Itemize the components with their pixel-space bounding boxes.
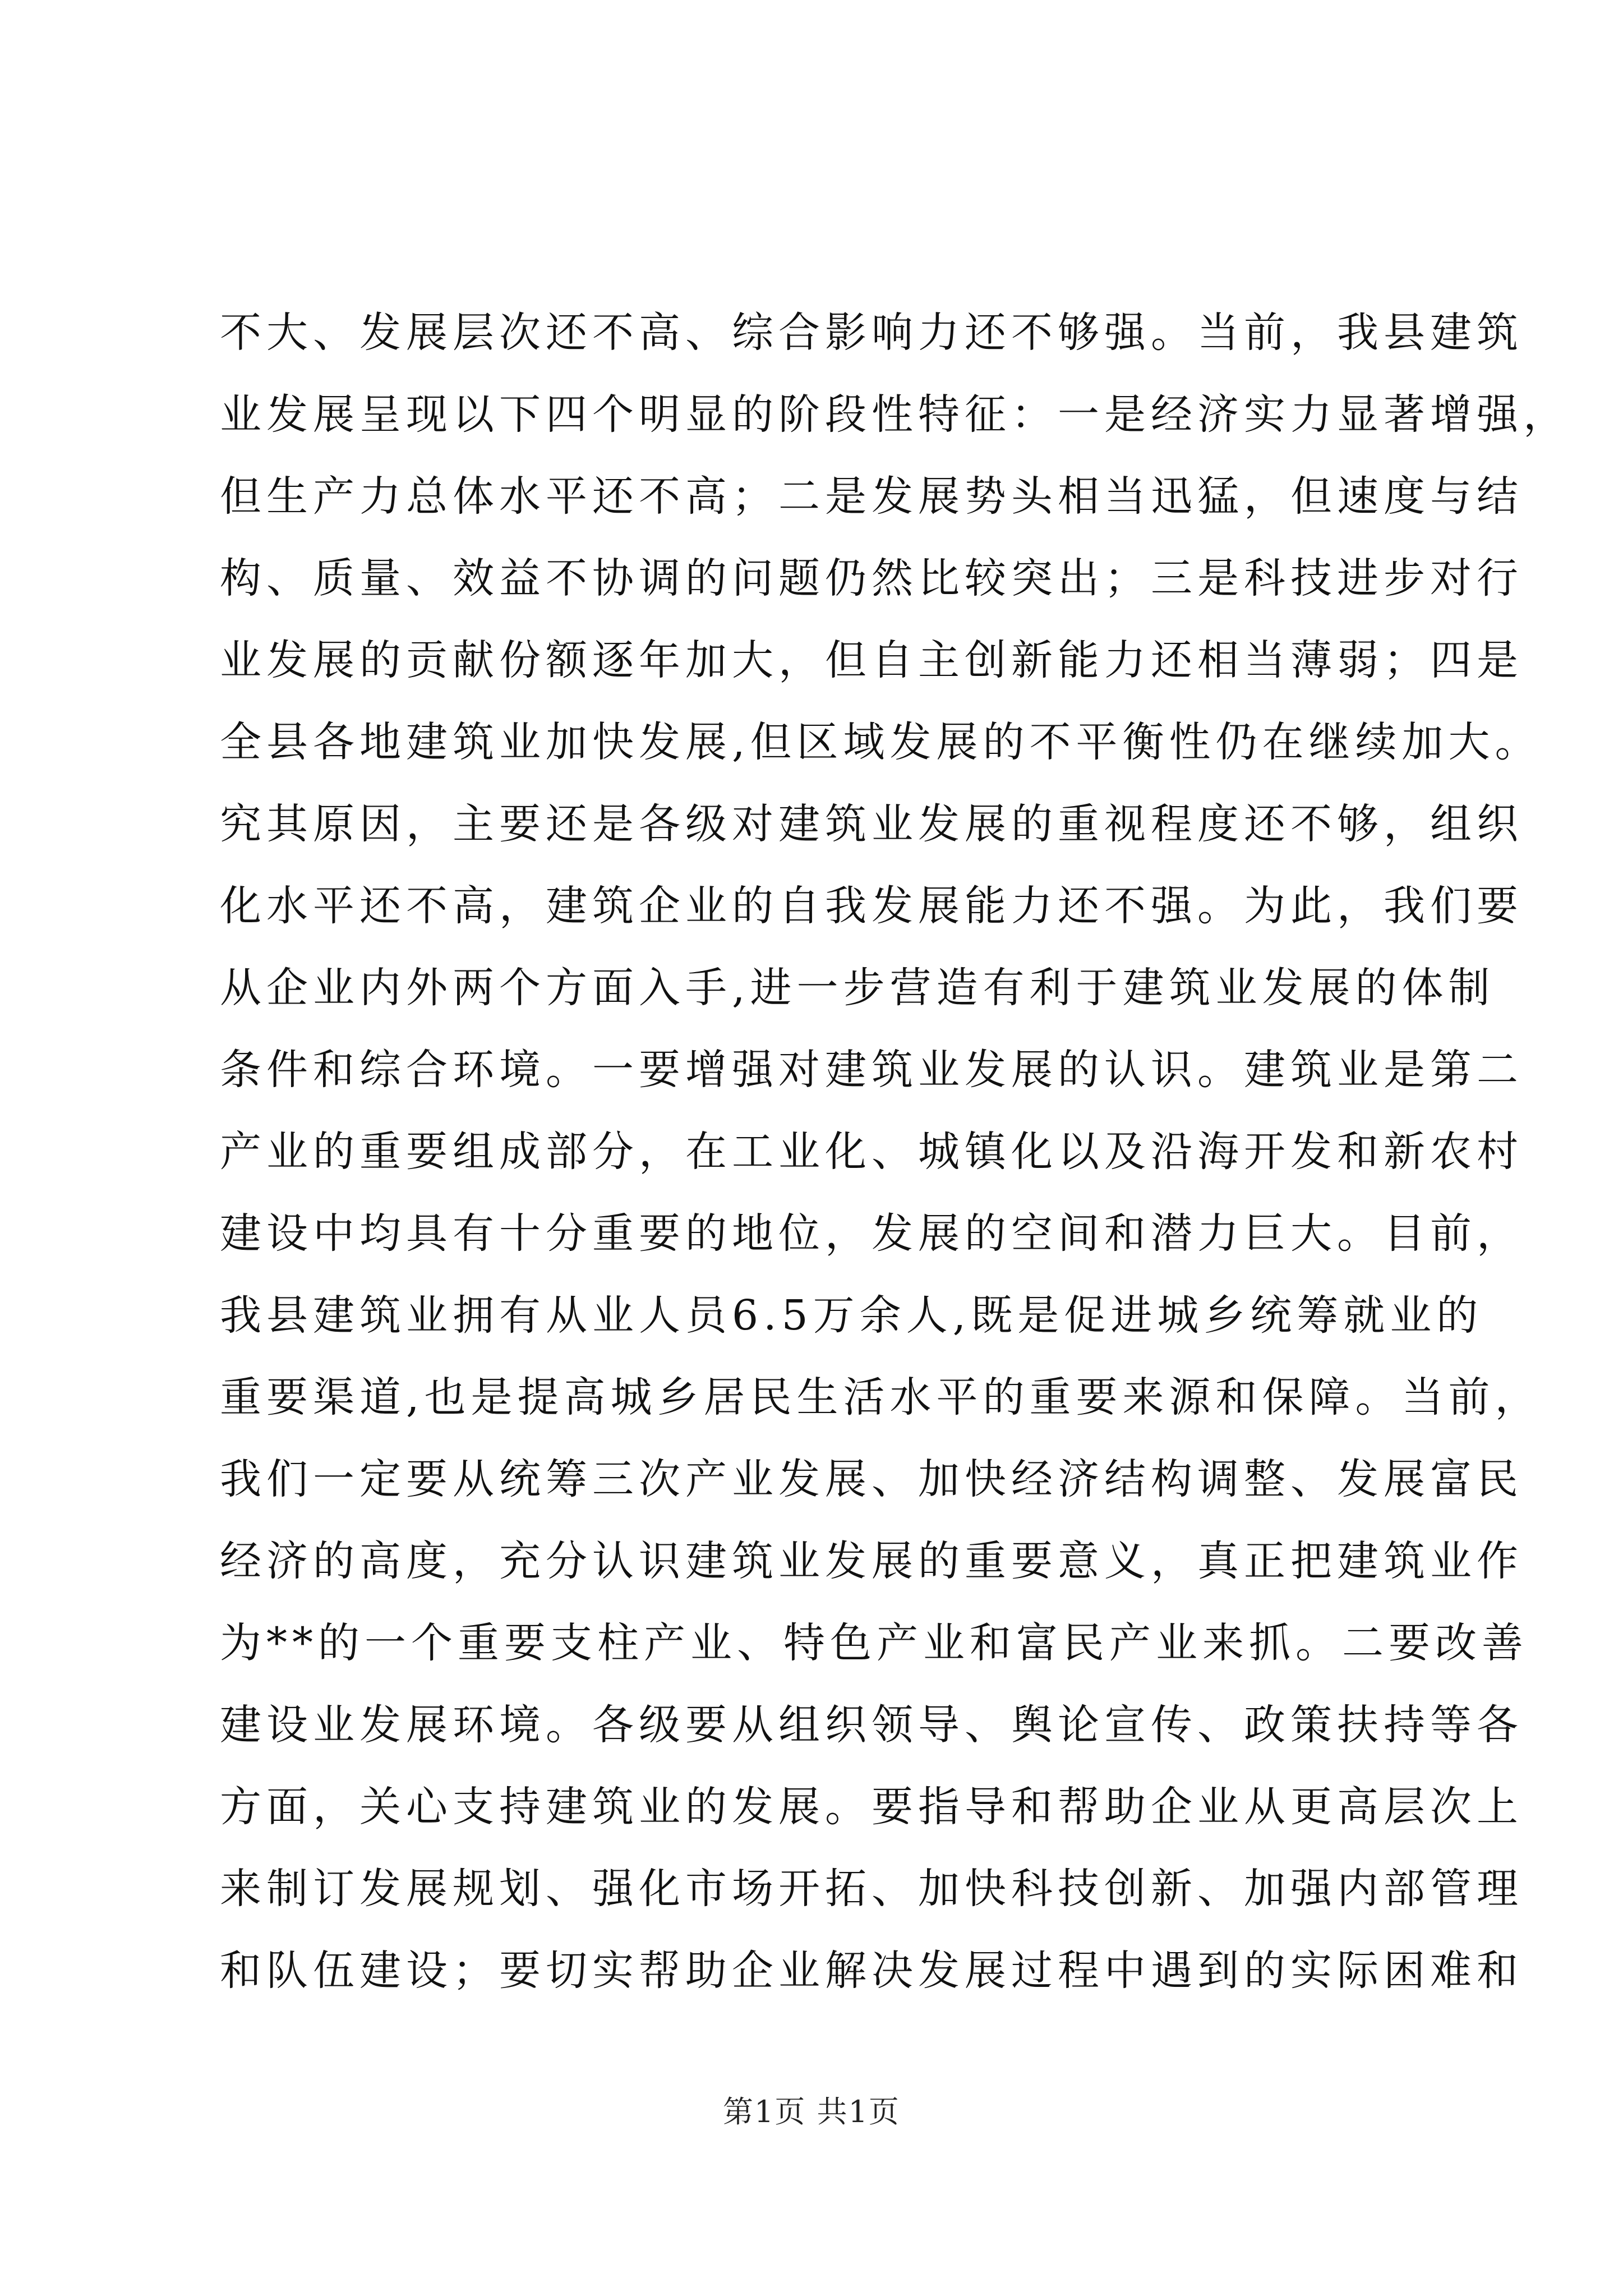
text-line: 但生产力总体水平还不高；二是发展势头相当迅猛，但速度与结 (220, 472, 1523, 521)
text-line: 不大、发展层次还不高、综合影响力还不够强。当前，我县建筑 (220, 309, 1523, 357)
text-line: 经济的高度，充分认识建筑业发展的重要意义，真正把建筑业作 (220, 1537, 1523, 1585)
text-line: 方面，关心支持建筑业的发展。要指导和帮助企业从更高层次上 (220, 1783, 1523, 1831)
text-line: 建设业发展环境。各级要从组织领导、舆论宣传、政策扶持等各 (220, 1701, 1523, 1749)
text-line: 化水平还不高，建筑企业的自我发展能力还不强。为此，我们要 (220, 882, 1523, 930)
text-line: 条件和综合环境。一要增强对建筑业发展的认识。建筑业是第二 (220, 1046, 1523, 1094)
text-line: 和队伍建设；要切实帮助企业解决发展过程中遇到的实际困难和 (220, 1947, 1523, 1995)
text-line: 业发展呈现以下四个明显的阶段性特征：一是经济实力显著增强， (220, 390, 1570, 439)
text-line: 为**的一个重要支柱产业、特色产业和富民产业来抓。二要改善 (220, 1619, 1528, 1667)
text-line: 构、质量、效益不协调的问题仍然比较突出；三是科技进步对行 (220, 554, 1523, 602)
text-line: 重要渠道,也是提高城乡居民生活水平的重要来源和保障。当前， (220, 1373, 1542, 1421)
page-footer (0, 2090, 1623, 2134)
text-line: 全县各地建筑业加快发展,但区域发展的不平衡性仍在继续加大。 (220, 718, 1542, 766)
text-line: 我县建筑业拥有从业人员6.5万余人,既是促进城乡统筹就业的 (220, 1291, 1483, 1340)
text-line: 建设中均具有十分重要的地位，发展的空间和潜力巨大。目前， (220, 1209, 1523, 1258)
text-line: 我们一定要从统筹三次产业发展、加快经济结构调整、发展富民 (220, 1455, 1523, 1503)
text-line: 产业的重要组成部分，在工业化、城镇化以及沿海开发和新农村 (220, 1128, 1523, 1176)
page-number-label: 第1页 共1页 (723, 2094, 900, 2129)
text-line: 业发展的贡献份额逐年加大，但自主创新能力还相当薄弱；四是 (220, 636, 1523, 684)
text-line: 从企业内外两个方面入手,进一步营造有利于建筑业发展的体制 (220, 964, 1495, 1012)
text-line: 来制订发展规划、强化市场开拓、加快科技创新、加强内部管理 (220, 1865, 1523, 1913)
body-paragraph (220, 292, 1570, 2012)
text-line: 究其原因，主要还是各级对建筑业发展的重视程度还不够，组织 (220, 800, 1523, 848)
